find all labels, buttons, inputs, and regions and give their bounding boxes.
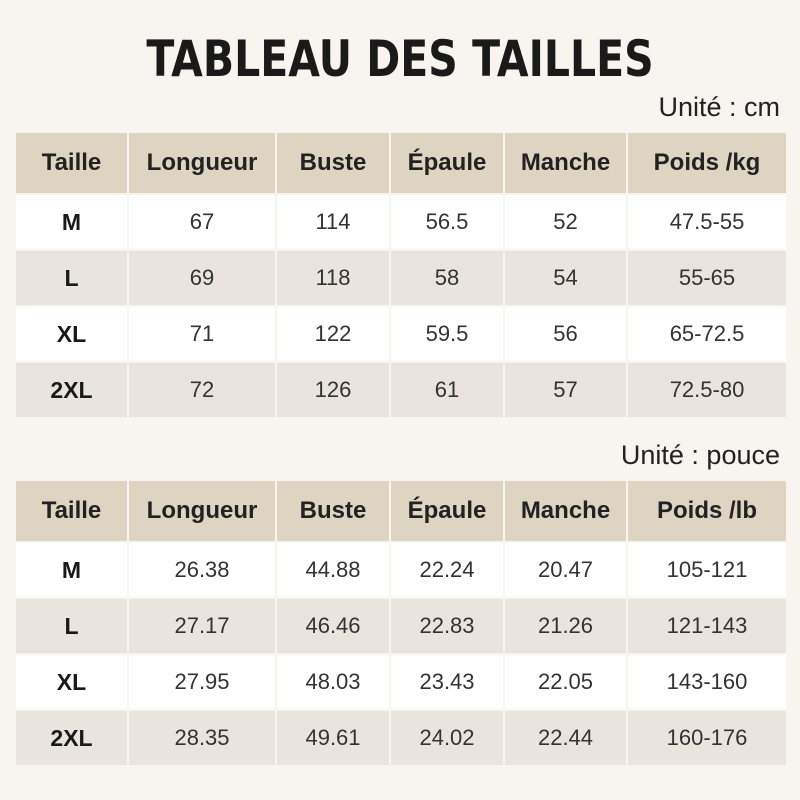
cell-size: XL [16, 655, 127, 709]
cell-shoulder: 23.43 [391, 655, 503, 709]
cell-size: L [16, 251, 127, 305]
cell-shoulder: 56.5 [391, 195, 503, 249]
column-header-length: Longueur [129, 133, 275, 193]
cell-shoulder: 59.5 [391, 307, 503, 361]
cell-bust: 114 [277, 195, 389, 249]
column-header-sleeve: Manche [505, 481, 626, 541]
cell-length: 69 [129, 251, 275, 305]
column-header-size: Taille [16, 481, 127, 541]
size-table-inch [14, 479, 788, 767]
cell-bust: 122 [277, 307, 389, 361]
cell-weight: 65-72.5 [628, 307, 786, 361]
cell-length: 26.38 [129, 543, 275, 597]
cell-shoulder: 22.83 [391, 599, 503, 653]
cell-bust: 118 [277, 251, 389, 305]
cell-sleeve: 20.47 [505, 543, 626, 597]
column-header-length: Longueur [129, 481, 275, 541]
table-row [16, 363, 786, 417]
cell-length: 71 [129, 307, 275, 361]
cell-shoulder: 24.02 [391, 711, 503, 765]
cell-size: M [16, 543, 127, 597]
table-row [16, 307, 786, 361]
cell-weight: 121-143 [628, 599, 786, 653]
cell-size: 2XL [16, 711, 127, 765]
cell-sleeve: 52 [505, 195, 626, 249]
cell-bust: 46.46 [277, 599, 389, 653]
cell-shoulder: 61 [391, 363, 503, 417]
cell-bust: 49.61 [277, 711, 389, 765]
table-header-row [16, 481, 786, 541]
page-title: TABLEAU DES TAILLES [146, 30, 654, 88]
cell-bust: 126 [277, 363, 389, 417]
cell-sleeve: 57 [505, 363, 626, 417]
cell-sleeve: 22.05 [505, 655, 626, 709]
table-row [16, 599, 786, 653]
cell-weight: 143-160 [628, 655, 786, 709]
cell-length: 27.95 [129, 655, 275, 709]
unit-label-inch: Unité : pouce [620, 440, 780, 470]
cell-bust: 44.88 [277, 543, 389, 597]
cell-size: 2XL [16, 363, 127, 417]
cell-size: L [16, 599, 127, 653]
table-row [16, 711, 786, 765]
table-header-row [16, 133, 786, 193]
cell-bust: 48.03 [277, 655, 389, 709]
cell-length: 72 [129, 363, 275, 417]
cell-sleeve: 22.44 [505, 711, 626, 765]
table-row [16, 655, 786, 709]
column-header-bust: Buste [277, 481, 389, 541]
table-row [16, 195, 786, 249]
cell-weight: 160-176 [628, 711, 786, 765]
cell-size: M [16, 195, 127, 249]
cell-weight: 105-121 [628, 543, 786, 597]
column-header-shoulder: Épaule [391, 481, 503, 541]
column-header-weight: Poids /lb [628, 481, 786, 541]
cell-weight: 47.5-55 [628, 195, 786, 249]
table-row [16, 543, 786, 597]
column-header-bust: Buste [277, 133, 389, 193]
column-header-weight: Poids /kg [628, 133, 786, 193]
cell-sleeve: 56 [505, 307, 626, 361]
column-header-shoulder: Épaule [391, 133, 503, 193]
cell-sleeve: 54 [505, 251, 626, 305]
size-table-cm [14, 131, 788, 419]
cell-length: 28.35 [129, 711, 275, 765]
column-header-sleeve: Manche [505, 133, 626, 193]
cell-shoulder: 22.24 [391, 543, 503, 597]
table-row [16, 251, 786, 305]
cell-weight: 55-65 [628, 251, 786, 305]
cell-size: XL [16, 307, 127, 361]
cell-length: 27.17 [129, 599, 275, 653]
cell-sleeve: 21.26 [505, 599, 626, 653]
cell-weight: 72.5-80 [628, 363, 786, 417]
column-header-size: Taille [16, 133, 127, 193]
cell-length: 67 [129, 195, 275, 249]
unit-label-cm: Unité : cm [658, 92, 780, 122]
cell-shoulder: 58 [391, 251, 503, 305]
